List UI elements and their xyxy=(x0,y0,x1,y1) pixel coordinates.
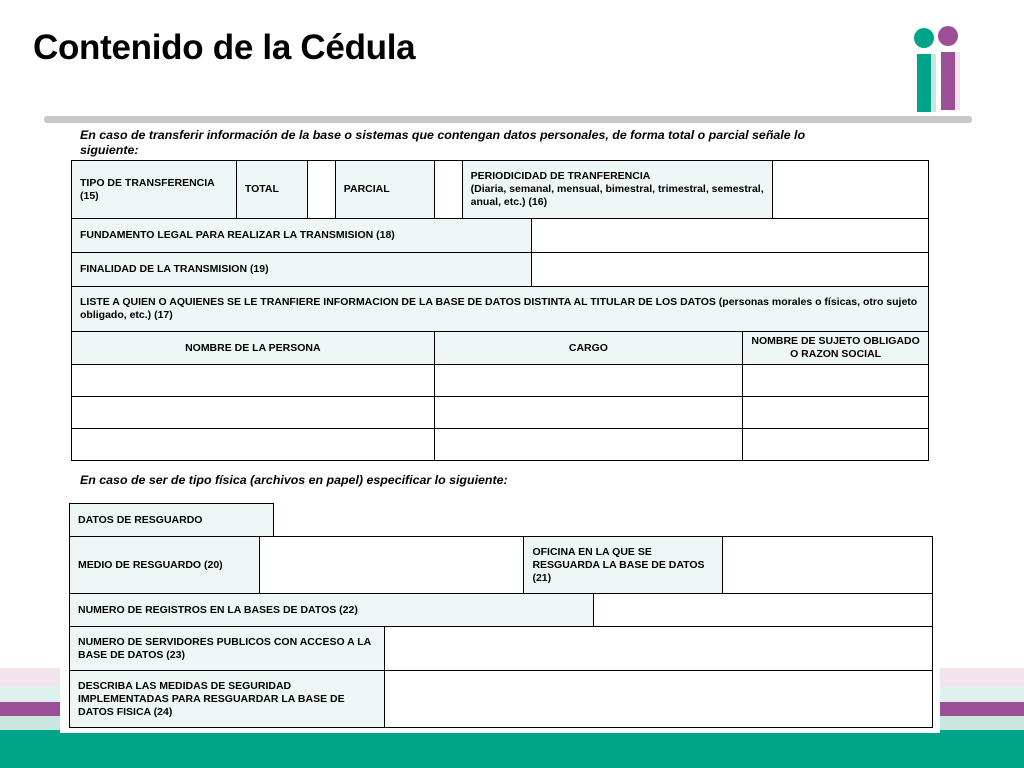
nombre-field[interactable] xyxy=(72,365,435,397)
nombre-field[interactable] xyxy=(72,429,435,461)
medidas-seguridad-label: DESCRIBA LAS MEDIDAS DE SEGURIDAD IMPLEMENTADAS PARA RESGUARDAR LA BASE DE DATOS FISICA (24) xyxy=(70,671,385,728)
sujeto-field[interactable] xyxy=(743,429,929,461)
section1-intro xyxy=(80,128,930,158)
sujeto-field[interactable] xyxy=(743,397,929,429)
servidores-field[interactable] xyxy=(384,627,932,671)
periodicidad-label: PERIODICIDAD DE TRANFERENCIA xyxy=(470,170,651,182)
periodicidad-field[interactable] xyxy=(773,161,929,219)
column-header-cargo: CARGO xyxy=(434,332,743,365)
parcial-label: PARCIAL xyxy=(335,161,434,219)
table-row xyxy=(72,397,929,429)
tipo-transferencia-label: TIPO DE TRANSFERENCIA (15) xyxy=(72,161,237,219)
slide-title: Contenido de la Cédula xyxy=(33,28,416,67)
table-row xyxy=(72,365,929,397)
column-header-nombre: NOMBRE DE LA PERSONA xyxy=(72,332,435,365)
liste-detail: (personas morales o físicas, otro sujeto obligado, etc.) (17) xyxy=(80,296,918,321)
total-label: TOTAL xyxy=(236,161,307,219)
transfer-table xyxy=(71,160,929,461)
medidas-seguridad-field[interactable] xyxy=(384,671,932,728)
column-header-sujeto: NOMBRE DE SUJETO OBLIGADO O RAZON SOCIAL xyxy=(743,332,929,365)
title-divider xyxy=(44,116,972,123)
section2-intro: En caso de ser de tipo física (archivos en papel) especificar lo siguiente: xyxy=(80,473,508,487)
servidores-label: NUMERO DE SERVIDORES PUBLICOS CON ACCESO A LA BASE DE DATOS (23) xyxy=(70,627,385,671)
periodicidad-detail: (Diaria, semanal, mensual, bimestral, trimestral, semestral, anual, etc.) (16) xyxy=(470,183,764,208)
oficina-field[interactable] xyxy=(723,537,933,594)
finalidad-field[interactable] xyxy=(531,253,928,287)
sujeto-field[interactable] xyxy=(743,365,929,397)
liste-label: LISTE A QUIEN O AQUIENES SE LE TRANFIERE INFORMACION DE LA BASE DE DATOS DISTINTA AL TITULAR DE LOS DATOS xyxy=(80,296,716,308)
datos-resguardo-box xyxy=(69,503,274,537)
cargo-field[interactable] xyxy=(434,397,743,429)
finalidad-label: FINALIDAD DE LA TRANSMISION (19) xyxy=(72,253,532,287)
nombre-field[interactable] xyxy=(72,397,435,429)
total-field[interactable] xyxy=(307,161,335,219)
parcial-field[interactable] xyxy=(434,161,462,219)
cargo-field[interactable] xyxy=(434,429,743,461)
medio-resguardo-label: MEDIO DE RESGUARDO (20) xyxy=(70,537,260,594)
oficina-label: OFICINA EN LA QUE SE RESGUARDA LA BASE DE DATOS (21) xyxy=(524,537,723,594)
section1-intro-line2: siguiente: xyxy=(80,143,139,157)
medio-resguardo-field[interactable] xyxy=(259,537,524,594)
fundamento-legal-label: FUNDAMENTO LEGAL PARA REALIZAR LA TRANSMISION (18) xyxy=(72,219,532,253)
fundamento-legal-field[interactable] xyxy=(531,219,928,253)
section1-intro-line1: En caso de transferir información de la base o sistemas que contengan datos personales, de forma total o parcial señale lo xyxy=(80,128,806,142)
datos-resguardo-label: DATOS DE RESGUARDO xyxy=(70,504,274,537)
registros-field[interactable] xyxy=(594,594,933,627)
footer-stripe-teal xyxy=(0,730,1024,768)
resguardo-table xyxy=(69,536,933,728)
periodicidad-cell xyxy=(462,161,772,219)
cargo-field[interactable] xyxy=(434,365,743,397)
ii-logo-icon xyxy=(912,24,964,114)
table-row xyxy=(72,429,929,461)
liste-destinatarios-cell xyxy=(72,287,929,332)
registros-label: NUMERO DE REGISTROS EN LA BASES DE DATOS (22) xyxy=(70,594,594,627)
